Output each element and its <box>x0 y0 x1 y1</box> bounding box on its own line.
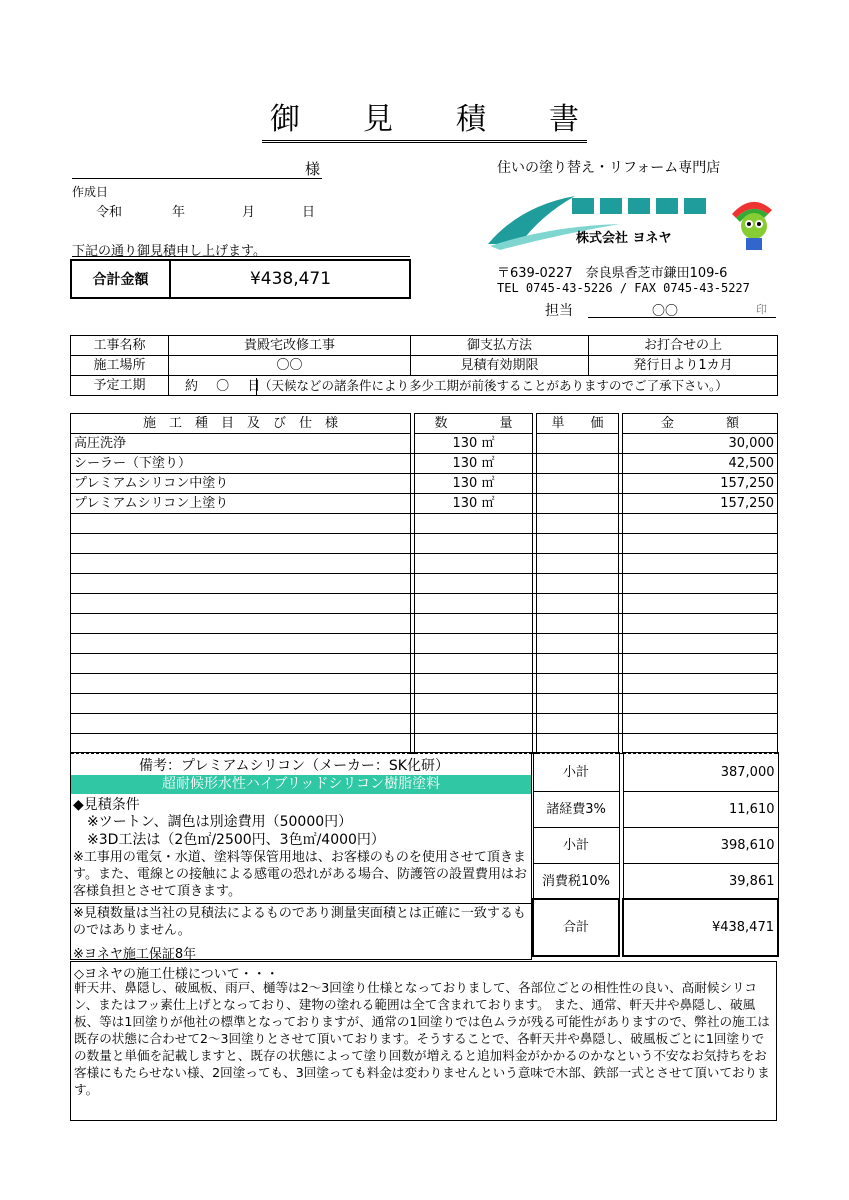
item-name <box>71 594 411 614</box>
item-amount <box>623 654 778 674</box>
item-price <box>537 594 619 614</box>
item-qty: 130 ㎡ <box>415 454 533 474</box>
item-qty <box>415 594 533 614</box>
company-address: 〒639-0227 奈良県香芝市鎌田109-6 <box>497 266 728 281</box>
title-char: 積 <box>456 102 486 137</box>
item-name: プレミアムシリコン中塗り <box>71 474 411 494</box>
notes-box <box>70 752 532 960</box>
period-cell <box>169 376 778 396</box>
condition-3: ※工事用の電気・水道、塗料等保管用地は、お客様のものを使用させて頂きます。また、電線との接触による感電の恐れがある場合、防護管の設置費用はお客様負担とさせて頂きます。 <box>73 850 527 899</box>
item-price <box>537 494 619 514</box>
item-row <box>71 694 778 714</box>
staff-field[interactable] <box>588 300 776 318</box>
item-amount: 42,500 <box>623 454 778 474</box>
item-price <box>537 554 619 574</box>
header-price: 単 価 <box>537 414 619 434</box>
item-qty <box>415 714 533 734</box>
item-amount <box>623 674 778 694</box>
item-row <box>71 554 778 574</box>
item-qty: 130 ㎡ <box>415 434 533 454</box>
item-amount <box>623 734 778 754</box>
item-row <box>71 734 778 754</box>
item-amount <box>623 634 778 654</box>
item-name: 高圧洗浄 <box>71 434 411 454</box>
period-note: （天候などの諸条件により多少工期が前後することがありますのでご了承下さい。） <box>259 377 728 393</box>
item-name: プレミアムシリコン上塗り <box>71 494 411 514</box>
item-qty <box>415 534 533 554</box>
item-amount <box>623 534 778 554</box>
item-row <box>71 714 778 734</box>
title-char: 御 <box>270 102 300 137</box>
item-qty <box>415 654 533 674</box>
item-row <box>71 454 778 474</box>
grand-total-value: ¥438,471 <box>623 899 778 956</box>
item-name <box>71 714 411 734</box>
tax-label: 消費税10% <box>533 864 619 900</box>
item-qty <box>415 554 533 574</box>
item-name: シーラー（下塗り） <box>71 454 411 474</box>
condition-4: ※見積数量は当社の見積法によるものであり測量実面積とは正確に一致するものではありません。 <box>73 906 526 938</box>
mascot-icon <box>728 196 776 252</box>
work-name: 貴殿宅改修工事 <box>169 336 411 356</box>
item-name <box>71 574 411 594</box>
grand-total-label: 合計 <box>533 899 619 956</box>
company-tel-fax: TEL 0745-43-5226 / FAX 0745-43-5227 <box>497 281 750 295</box>
seal-mark: 印 <box>756 303 767 316</box>
date-era: 令和 <box>96 205 123 220</box>
remark-text: 備考：プレミアムシリコン（メーカー：SK化研） <box>139 758 449 774</box>
item-name <box>71 614 411 634</box>
info-table <box>70 335 778 396</box>
item-row <box>71 614 778 634</box>
company-tagline: 住いの塗り替え・リフォーム専門店 <box>497 160 721 176</box>
work-name-label: 工事名称 <box>71 336 169 356</box>
item-name <box>71 554 411 574</box>
spec-body: 軒天井、鼻隠し、破風板、雨戸、樋等は2～3回塗り仕様となっておりまして、各部位ごとの相性性の良い、高耐候シリコン、またはフッ素仕上げとなっており、建物の塗れる範囲は全て含まれております。 また、通常、軒天井や鼻隠し、破風板、等は1回塗りが他社の標準となっておりますが、通常の1回塗りでは色ムラが残る可能性がありますので、弊社の施工は既存の状態に合わせて2～3回塗りとさせて頂いております。そうすることで、各軒天井や鼻隠し、破風板ごとに1回塗りでの数量と単価を記載しますと、既存の状態によって塗り回数が増えると追加料金がかかるのかなという不安なお気持ちをお客様にもたらせない様、2回塗っても、3回塗っても料金は変わりませんという意味で木部、鉄部一式とさせて頂いております。 <box>74 980 770 1097</box>
item-name <box>71 534 411 554</box>
company-name: 株式会社 ヨネヤ <box>576 231 672 246</box>
condition-5: ※ヨネヤ施工保証8年 <box>73 947 197 962</box>
subtotal1-label: 小計 <box>533 753 619 792</box>
item-price <box>537 614 619 634</box>
item-qty <box>415 694 533 714</box>
item-name <box>71 654 411 674</box>
date-day: 日 <box>302 205 316 220</box>
payment-label: 御支払方法 <box>411 336 589 356</box>
item-name <box>71 634 411 654</box>
total-amount-box <box>70 259 411 299</box>
item-price <box>537 734 619 754</box>
highlight-band: 超耐候形水性ハイブリッドシリコン樹脂塗料 <box>71 775 531 794</box>
item-price <box>537 454 619 474</box>
header-item: 施 工 種 目 及 び 仕 様 <box>71 414 411 434</box>
item-price <box>537 694 619 714</box>
period-about: 約 <box>185 378 199 394</box>
item-rows <box>71 434 778 754</box>
item-price <box>537 474 619 494</box>
item-amount <box>623 514 778 534</box>
item-qty <box>415 634 533 654</box>
item-row <box>71 514 778 534</box>
items-table <box>70 413 778 754</box>
item-price <box>537 674 619 694</box>
item-price <box>537 634 619 654</box>
valid-label: 見積有効期限 <box>411 356 589 376</box>
spec-title: ◇ヨネヤの施工仕様について・・・ <box>74 967 279 982</box>
item-qty <box>415 574 533 594</box>
item-row <box>71 534 778 554</box>
item-name <box>71 514 411 534</box>
condition-2: ※3D工法は（2色㎡/2500円、3色㎡/4000円） <box>87 832 385 848</box>
total-label: 合計金額 <box>72 261 171 297</box>
item-row <box>71 594 778 614</box>
item-name <box>71 674 411 694</box>
intro-text: 下記の通り御見積申し上げます。 <box>72 244 266 259</box>
item-amount: 157,250 <box>623 474 778 494</box>
item-price <box>537 434 619 454</box>
header-amount: 金 額 <box>623 414 778 434</box>
item-name <box>71 694 411 714</box>
item-qty: 130 ㎡ <box>415 494 533 514</box>
document-title <box>262 100 587 143</box>
tax-value: 39,861 <box>623 864 778 900</box>
period-mark: 〇 <box>216 378 230 394</box>
item-price <box>537 574 619 594</box>
expense-label: 諸経費3% <box>533 792 619 828</box>
subtotal1-value: 387,000 <box>623 753 778 792</box>
period-day: 日 <box>247 378 261 394</box>
valid-value: 発行日より1カ月 <box>589 356 778 376</box>
item-amount: 157,250 <box>623 494 778 514</box>
item-row <box>71 634 778 654</box>
item-qty <box>415 614 533 634</box>
title-char: 見 <box>363 102 393 137</box>
item-qty <box>415 674 533 694</box>
item-price <box>537 514 619 534</box>
item-row <box>71 494 778 514</box>
customer-name-field[interactable] <box>72 158 322 179</box>
date-month: 月 <box>242 205 256 220</box>
date-year: 年 <box>172 205 186 220</box>
item-qty <box>415 734 533 754</box>
item-row <box>71 574 778 594</box>
item-amount <box>623 594 778 614</box>
item-row <box>71 434 778 454</box>
subtotal2-label: 小計 <box>533 828 619 864</box>
conditions-title: ◆見積条件 <box>73 797 140 813</box>
company-logo <box>480 186 720 256</box>
item-amount: 30,000 <box>623 434 778 454</box>
site-label: 施工場所 <box>71 356 169 376</box>
staff-name: 〇〇 <box>652 304 679 319</box>
payment-value: お打合せの上 <box>589 336 778 356</box>
staff-label: 担当 <box>545 303 573 319</box>
period-label: 予定工期 <box>71 376 169 396</box>
subtotal2-value: 398,610 <box>623 828 778 864</box>
item-name <box>71 734 411 754</box>
item-price <box>537 714 619 734</box>
item-amount <box>623 614 778 634</box>
created-label: 作成日 <box>72 185 109 199</box>
site-value: 〇〇 <box>169 356 411 376</box>
title-char: 書 <box>549 102 579 137</box>
item-amount <box>623 694 778 714</box>
header-qty: 数 量 <box>415 414 533 434</box>
item-amount <box>623 554 778 574</box>
item-amount <box>623 714 778 734</box>
spec-box <box>70 961 777 1121</box>
item-row <box>71 654 778 674</box>
item-price <box>537 654 619 674</box>
summary-table <box>532 752 779 957</box>
item-price <box>537 534 619 554</box>
total-value: ¥438,471 <box>249 269 332 289</box>
customer-suffix: 様 <box>304 160 320 178</box>
item-amount <box>623 574 778 594</box>
item-row <box>71 674 778 694</box>
item-qty <box>415 514 533 534</box>
item-qty: 130 ㎡ <box>415 474 533 494</box>
expense-value: 11,610 <box>623 792 778 828</box>
condition-1: ※ツートン、調色は別途費用（50000円） <box>87 814 353 830</box>
item-row <box>71 474 778 494</box>
